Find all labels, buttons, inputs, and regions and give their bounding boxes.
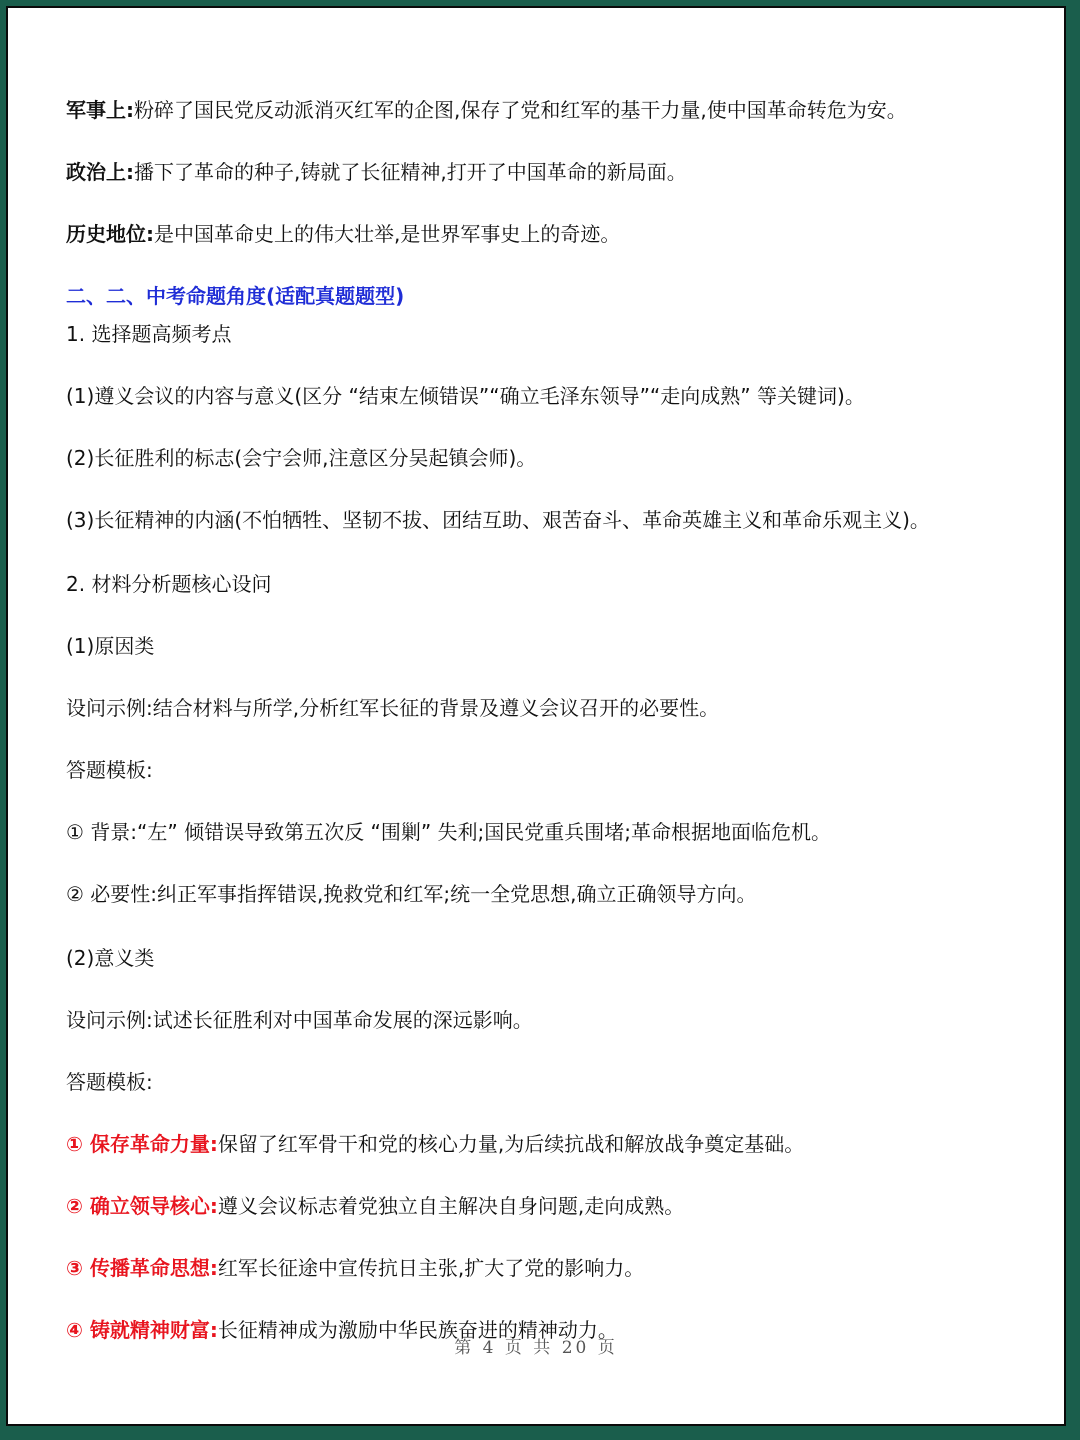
- reason-question: 设问示例:结合材料与所学,分析红军长征的背景及遵义会议召开的必要性。: [66, 696, 720, 720]
- significance-point-key: ② 确立领导核心:: [66, 1194, 218, 1218]
- significance-point-text: 保留了红军骨干和党的核心力量,为后续抗战和解放战争奠定基础。: [217, 1132, 805, 1156]
- summary-text: 播下了革命的种子,铸就了长征精神,打开了中国革命的新局面。: [134, 160, 687, 184]
- summary-label: 政治上:: [66, 160, 134, 184]
- significance-point-text: 遵义会议标志着党独立自主解决自身问题,走向成熟。: [217, 1194, 685, 1218]
- significance-point-key: ④ 铸就精神财富:: [66, 1318, 218, 1342]
- page-number-footer: 第 4 页 共 20 页: [454, 1338, 618, 1358]
- reason-template-label: 答题模板:: [66, 758, 153, 782]
- summary-military: [66, 96, 1034, 124]
- document-page: [6, 6, 1066, 1426]
- part1-item: (3)长征精神的内涵(不怕牺牲、坚韧不拔、团结互助、艰苦奋斗、革命英雄主义和革命乐观主义)。: [66, 508, 930, 532]
- significance-title: (2)意义类: [66, 946, 155, 970]
- significance-template-label: 答题模板:: [66, 1070, 153, 1094]
- part1-item: (1)遵义会议的内容与意义(区分 “结束左倾错误”“确立毛泽东领导”“走向成熟” 等关键词)。: [66, 384, 865, 408]
- summary-political: [66, 158, 1034, 186]
- significance-question: 设问示例:试述长征胜利对中国革命发展的深远影响。: [66, 1008, 533, 1032]
- significance-point-key: ① 保存革命力量:: [66, 1132, 218, 1156]
- summary-label: 军事上:: [66, 98, 134, 122]
- reason-point: ① 背景:“左” 倾错误导致第五次反 “围剿” 失利;国民党重兵围堵;革命根据地面临危机。: [66, 820, 832, 844]
- part2-title: 2. 材料分析题核心设问: [66, 572, 272, 596]
- reason-title: (1)原因类: [66, 634, 155, 658]
- significance-point-key: ③ 传播革命思想:: [66, 1256, 218, 1280]
- significance-point: [66, 1130, 1034, 1158]
- part1-title: 1. 选择题高频考点: [66, 322, 232, 346]
- significance-point-text: 长征精神成为激励中华民族奋进的精神动力。: [217, 1318, 618, 1342]
- reason-point: ② 必要性:纠正军事指挥错误,挽救党和红军;统一全党思想,确立正确领导方向。: [66, 882, 757, 906]
- summary-text: 粉碎了国民党反动派消灭红军的企图,保存了党和红军的基干力量,使中国革命转危为安。: [134, 98, 907, 122]
- significance-point: [66, 1192, 1034, 1220]
- summary-historical: [66, 220, 1034, 248]
- significance-point-text: 红军长征途中宣传抗日主张,扩大了党的影响力。: [217, 1256, 645, 1280]
- summary-label: 历史地位:: [66, 222, 154, 246]
- significance-point: [66, 1254, 1034, 1282]
- section-heading: 二、二、中考命题角度(适配真题题型): [66, 284, 405, 308]
- summary-text: 是中国革命史上的伟大壮举,是世界军事史上的奇迹。: [154, 222, 621, 246]
- part1-item: (2)长征胜利的标志(会宁会师,注意区分吴起镇会师)。: [66, 446, 537, 470]
